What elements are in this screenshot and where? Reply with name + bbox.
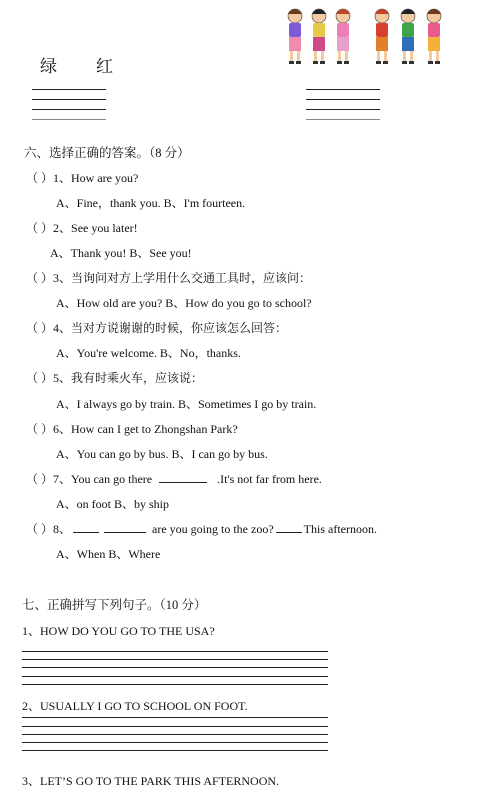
question-3 <box>26 271 311 285</box>
question-stem: 5、我有时乘火车，应该说： <box>53 371 204 385</box>
question-3-options: A、How old are you? B、How do you go to school? <box>56 296 312 310</box>
question-5-options: A、I always go by train. B、Sometimes I go by train. <box>56 397 317 411</box>
question-1 <box>26 171 138 185</box>
question-4 <box>26 321 287 335</box>
sentence-2: 2、USUALLY I GO TO SCHOOL ON FOOT. <box>22 699 248 713</box>
fill-in-blank[interactable] <box>104 522 146 533</box>
question-stem: 1、How are you? <box>53 171 139 185</box>
answer-bracket[interactable]: （ ） <box>26 271 54 285</box>
question-stem: 4、当对方说谢谢的时候，你应该怎么回答： <box>53 321 288 335</box>
question-2-options: A、Thank you! B、See you! <box>50 246 192 260</box>
color-word-red: 红 <box>96 57 114 76</box>
answer-bracket[interactable]: （ ） <box>26 171 54 185</box>
question-8-options: A、When B、Where <box>56 547 161 561</box>
answer-bracket[interactable]: （ ） <box>26 472 54 486</box>
question-stem-part-1: 7、You can go there <box>53 472 153 486</box>
fill-in-blank[interactable] <box>159 472 207 483</box>
question-6-options: A、You can go by bus. B、I can go by bus. <box>56 447 268 461</box>
answer-bracket[interactable]: （ ） <box>26 221 54 235</box>
color-word-green: 绿 <box>40 57 58 76</box>
question-7 <box>26 472 322 486</box>
answer-bracket[interactable]: （ ） <box>26 522 54 536</box>
answer-bracket[interactable]: （ ） <box>26 371 54 385</box>
question-7-options: A、on foot B、by ship <box>56 497 170 511</box>
question-stem-part-2: are you going to the zoo? <box>152 522 274 536</box>
question-stem: 3、当询问对方上学用什么交通工具时，应该问： <box>53 271 312 285</box>
sentence-1: 1、HOW DO YOU GO TO THE USA? <box>22 624 215 638</box>
question-8 <box>26 522 377 536</box>
section-7-title: 七、正确拼写下列句子。（10 分） <box>22 598 207 612</box>
question-2 <box>26 221 138 235</box>
section-6-title: 六、选择正确的答案。（8 分） <box>24 146 190 160</box>
question-stem-part-3: This afternoon. <box>303 522 377 536</box>
question-stem: 6、How can I get to Zhongshan Park? <box>53 422 238 436</box>
question-1-options: A、Fine，thank you. B、I'm fourteen. <box>56 196 246 210</box>
dialog-dash <box>73 525 99 533</box>
question-stem-part-2: .It's not far from here. <box>217 472 322 486</box>
question-5 <box>26 371 203 385</box>
question-stem: 2、See you later! <box>53 221 138 235</box>
cartoon-girls-illustration-1 <box>284 2 356 66</box>
question-6 <box>26 422 238 436</box>
dialog-dash <box>276 525 302 533</box>
cartoon-girls-illustration-2 <box>371 2 447 66</box>
answer-bracket[interactable]: （ ） <box>26 321 54 335</box>
sentence-3: 3、LET’S GO TO THE PARK THIS AFTERNOON. <box>22 774 280 788</box>
answer-bracket[interactable]: （ ） <box>26 422 54 436</box>
question-stem-part-1: 8、 <box>53 522 72 536</box>
question-4-options: A、You're welcome. B、No，thanks. <box>56 346 241 360</box>
